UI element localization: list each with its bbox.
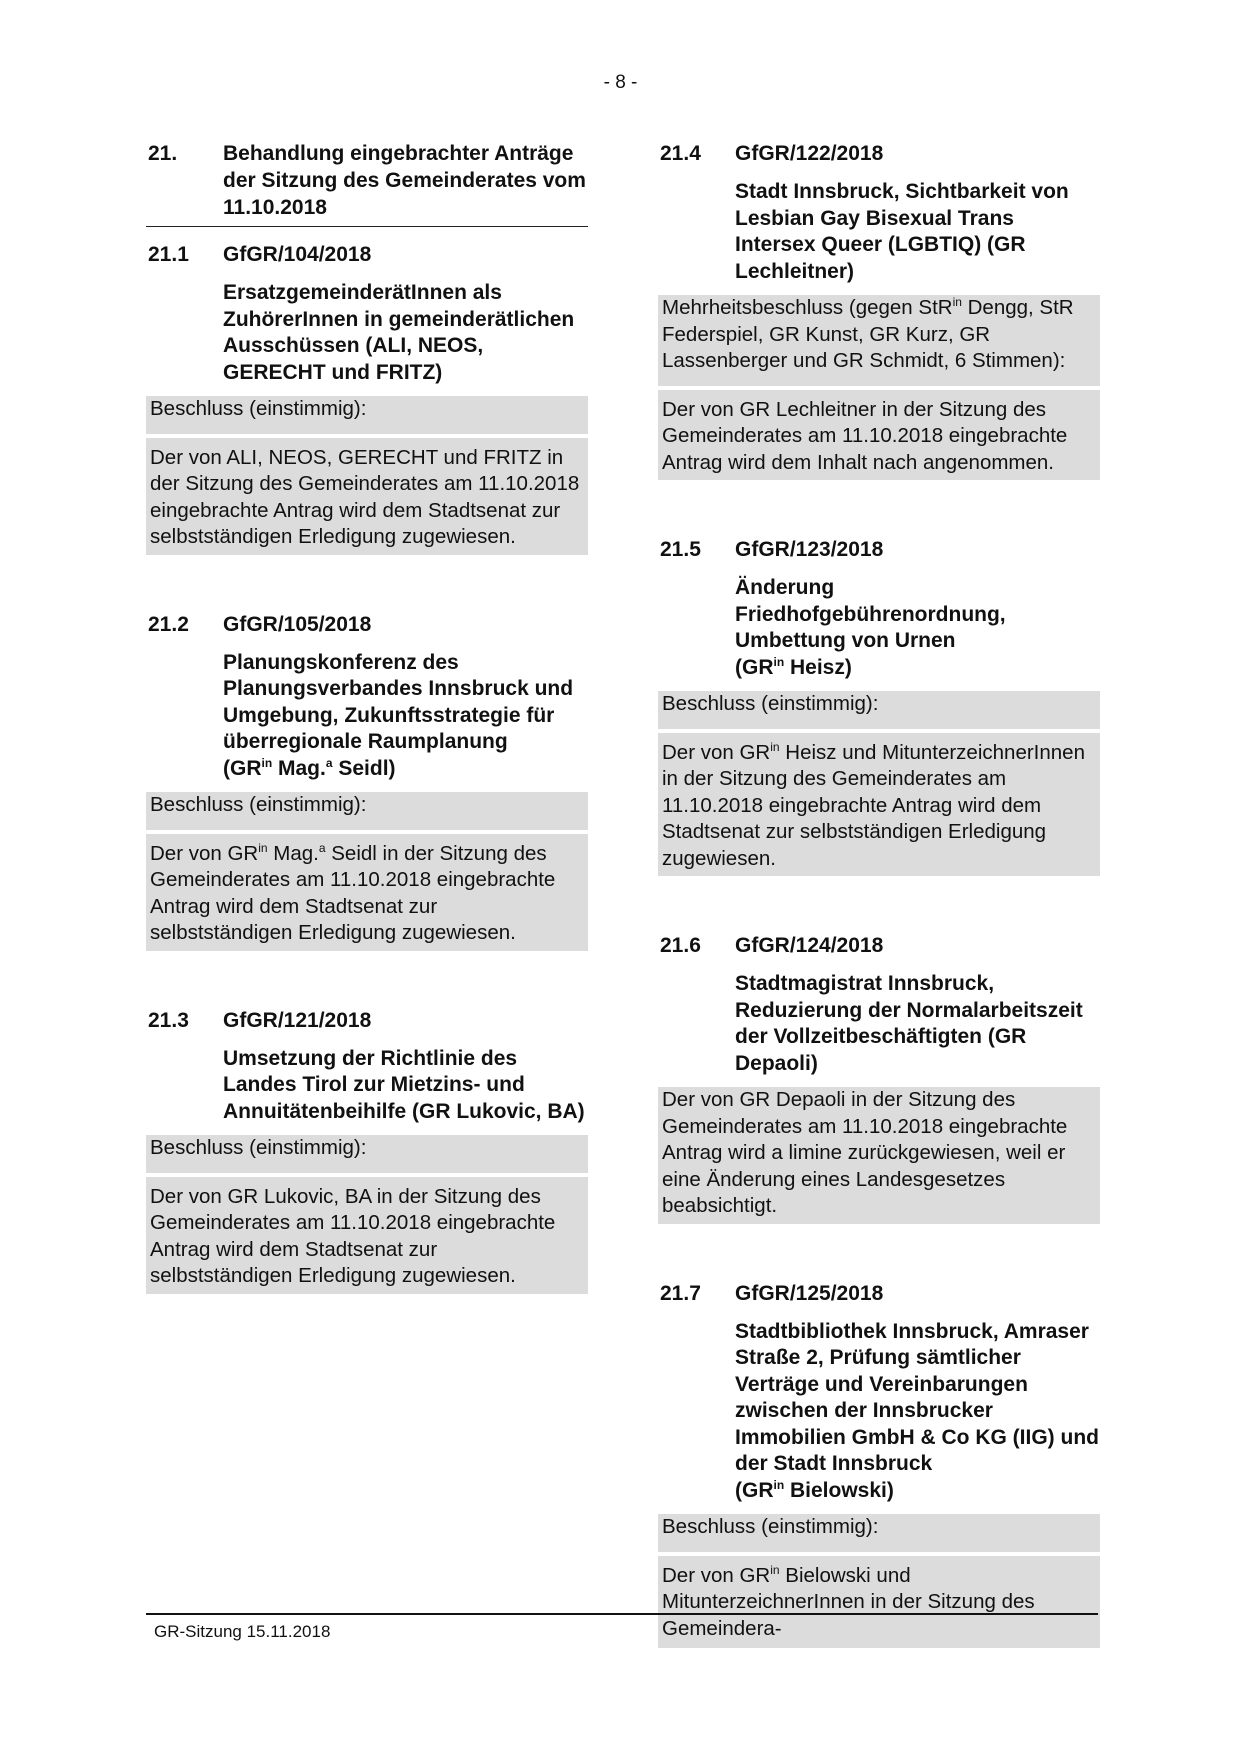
item-code: GfGR/124/2018: [735, 934, 884, 957]
decision-text: Der von ALI, NEOS, GERECHT und FRITZ in der Sitzung des Gemeinderates am 11.10.2018 eingebrachte Antrag wird dem Stadtsenat zur selbstständigen Erledigung zugewiesen.: [146, 434, 588, 555]
agenda-item-21-2: [146, 611, 588, 951]
section-heading: [146, 140, 588, 227]
page-number: - 8 -: [603, 72, 638, 93]
item-code: GfGR/125/2018: [735, 1281, 884, 1305]
decision-box: [658, 295, 1100, 480]
item-number: 21.7: [660, 1281, 701, 1305]
right-column: [658, 140, 1100, 1704]
decision-box: [146, 792, 588, 951]
decision-box: [146, 396, 588, 555]
decision-label: Beschluss (einstimmig):: [662, 692, 879, 715]
item-title: Planungskonferenz des Planungsverbandes Innsbruck und Umgebung, Zukunftsstrategie für überregionale Raumplanung ($GR^{in}$ Mag.$^a$ Seidl): [223, 650, 574, 780]
item-code: GfGR/123/2018: [735, 538, 884, 561]
section-title: Behandlung eingebrachter Anträge der Sitzung des Gemeinderates vom 11.10.2018: [223, 142, 586, 219]
section-number: 21.: [148, 142, 178, 165]
decision-label: Beschluss (einstimmig):: [662, 1515, 879, 1538]
decision-text: Der von GR Depaoli in der Sitzung des Gemeinderates am 11.10.2018 eingebrachte Antrag wird a limine zurückgewiesen, weil er eine Änderung eines Landesgesetzes beabsichtigt.: [662, 1088, 1068, 1217]
decision-label: Beschluss (einstimmig):: [150, 1136, 367, 1159]
agenda-item-21-1: [146, 241, 588, 555]
item-code: GfGR/104/2018: [223, 243, 372, 266]
decision-box: [658, 1514, 1100, 1648]
decision-box: [146, 1135, 588, 1294]
footer-divider: [146, 1613, 1098, 1615]
item-title: Stadt Innsbruck, Sichtbarkeit von Lesbian Gay Bisexual Trans Intersex Queer (LGBTIQ) (GR Lechleitner): [735, 180, 1069, 283]
item-code: GfGR/105/2018: [223, 612, 372, 636]
item-title: Änderung Friedhofgebührenordnung, Umbettung von Urnen ($GR^{in}$ Heisz): [735, 576, 1006, 679]
left-column: [146, 140, 588, 1350]
decision-text: Der von GR Lukovic, BA in der Sitzung des Gemeinderates am 11.10.2018 eingebrachte Antrag wird dem Stadtsenat zur selbstständigen Erledigung zugewiesen.: [146, 1173, 588, 1294]
item-number: 21.1: [148, 243, 189, 266]
agenda-item-21-4: [658, 140, 1100, 480]
item-code: GfGR/121/2018: [223, 1008, 372, 1032]
item-title: ErsatzgemeinderätInnen als ZuhörerInnen in gemeinderätlichen Ausschüssen (ALI, NEOS, GERECHT und FRITZ): [223, 281, 575, 384]
item-number: 21.6: [660, 934, 701, 957]
footer-text: GR-Sitzung 15.11.2018: [154, 1622, 331, 1641]
decision-label: Beschluss (einstimmig):: [150, 397, 367, 420]
item-number: 21.5: [660, 538, 701, 561]
decision-text: Der von $GR^{in}$ Bielowski und MitunterzeichnerInnen in der Sitzung des Gemeindera-: [658, 1552, 1100, 1649]
item-code: GfGR/122/2018: [735, 142, 884, 165]
decision-box: [658, 1087, 1100, 1224]
decision-text: Der von GR Lechleitner in der Sitzung des Gemeinderates am 11.10.2018 eingebrachte Antrag wird dem Inhalt nach angenommen.: [658, 386, 1100, 481]
decision-label: Mehrheitsbeschluss (gegen StR$^{in}$ Dengg, StR Federspiel, GR Kunst, GR Kurz, GR Lassenberger und GR Schmidt, 6 Stimmen):: [662, 295, 1074, 372]
decision-text: Der von $GR^{in}$ Heisz und MitunterzeichnerInnen in der Sitzung des Gemeinderates am 11.10.2018 eingebrachte Antrag wird dem Stadtsenat zur selbstständigen Erledigung zugewiesen.: [658, 729, 1100, 877]
item-number: 21.2: [148, 612, 189, 636]
item-number: 21.3: [148, 1008, 189, 1032]
agenda-item-21-3: [146, 1007, 588, 1294]
item-number: 21.4: [660, 142, 701, 165]
decision-label: Beschluss (einstimmig):: [150, 793, 367, 816]
agenda-item-21-7: [658, 1280, 1100, 1649]
decision-box: [658, 691, 1100, 876]
agenda-item-21-6: [658, 932, 1100, 1224]
item-title: Stadtmagistrat Innsbruck, Reduzierung der Normalarbeitszeit der Vollzeitbeschäftigten (GR Depaoli): [735, 972, 1083, 1075]
decision-text: Der von $GR^{in}$ Mag.$^a$ Seidl in der Sitzung des Gemeinderates am 11.10.2018 eingebrachte Antrag wird dem Stadtsenat zur selbstständigen Erledigung zugewiesen.: [146, 830, 588, 951]
item-title: Umsetzung der Richtlinie des Landes Tirol zur Mietzins- und Annuitätenbeihilfe (GR Lukovic, BA): [223, 1046, 585, 1123]
item-title: Stadtbibliothek Innsbruck, Amraser Straße 2, Prüfung sämtlicher Verträge und Vereinbarungen zwischen der Innsbrucker Immobilien GmbH & Co KG (IIG) und der Stadt Innsbruck ($GR^{in}$ Bielowski): [735, 1319, 1099, 1502]
agenda-item-21-5: [658, 536, 1100, 876]
